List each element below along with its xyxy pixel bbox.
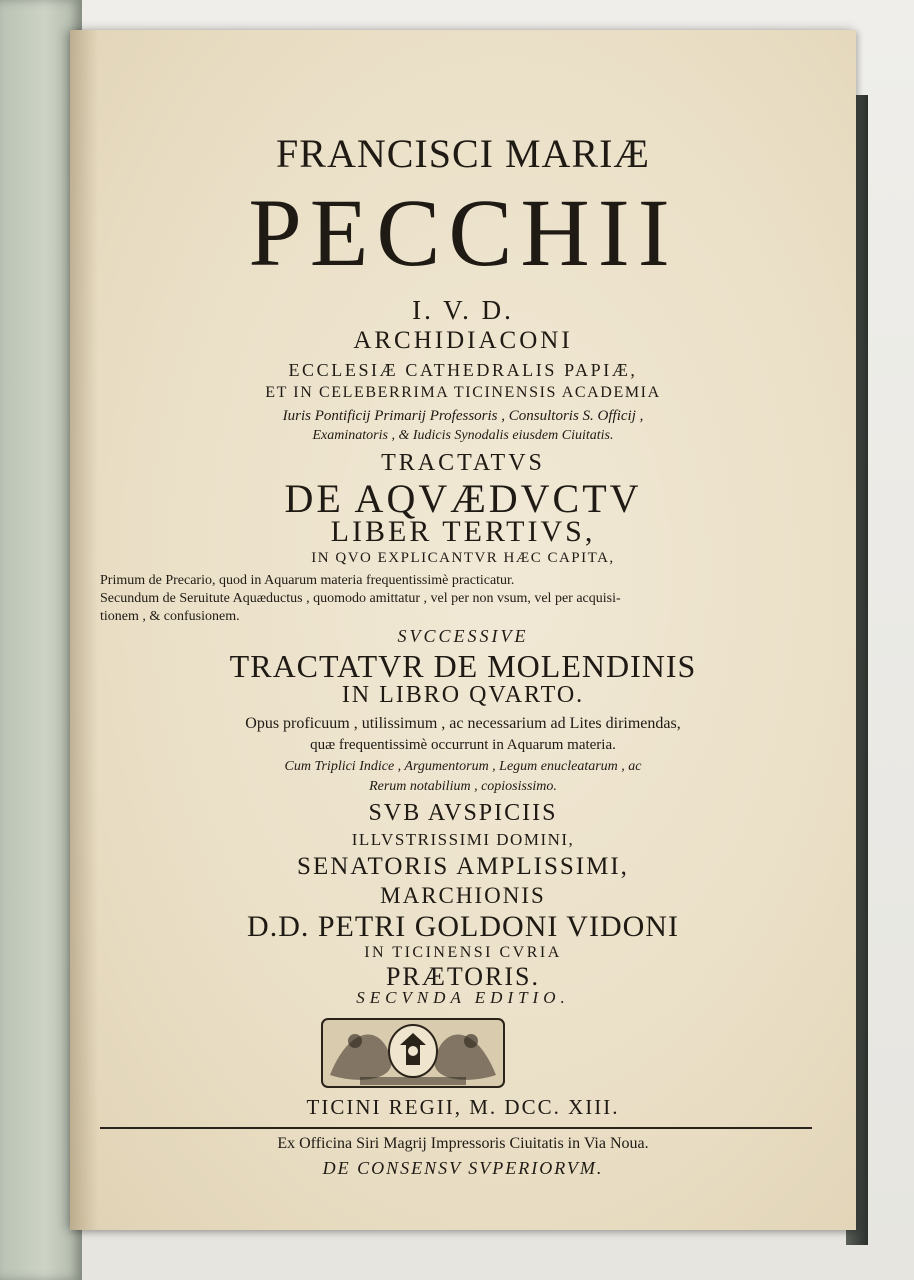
indices-1: Cum Triplici Indice , Argumentorum , Legum enucleatarum , ac: [284, 759, 642, 774]
dedicatee-senator: SENATORIS AMPLISSIMI,: [297, 853, 629, 880]
author-degree: I. V. D.: [412, 295, 514, 325]
chapter-two: Secundum de Seruitute Aquæductus , quomodo amittatur , vel per non vsum, vel per acquisi-: [100, 591, 621, 606]
chapters-intro: IN QVO EXPLICANTVR HÆC CAPITA,: [311, 550, 615, 566]
title-page-text: [70, 30, 856, 1230]
author-title: ARCHIDIACONI: [353, 327, 573, 354]
description-2: quæ frequentissimè occurrunt in Aquarum materia.: [310, 737, 616, 753]
dedicatee-marquis: MARCHIONIS: [380, 883, 546, 908]
author-offices-2: Examinatoris , & Iudicis Synodalis eiusdem Ciuitatis.: [312, 428, 614, 443]
auspices-label: SVB AVSPICIIS: [368, 800, 558, 826]
successive-label: SVCCESSIVE: [397, 626, 529, 646]
imprint-license: DE CONSENSV SVPERIORVM.: [322, 1158, 604, 1178]
imprint-rule: [100, 1127, 812, 1129]
title-page: [70, 30, 856, 1230]
imprint-place-date: TICINI REGII, M. DCC. XIII.: [306, 1095, 620, 1119]
author-surname: PECCHII: [248, 179, 678, 286]
author-church: ECCLESIÆ CATHEDRALIS PAPIÆ,: [288, 360, 638, 380]
author-academy: ET IN CELEBERRIMA TICINENSIS ACADEMIA: [265, 384, 661, 401]
indices-2: Rerum notabilium , copiosissimo.: [369, 779, 557, 794]
dedicatee-court: IN TICINENSI CVRIA: [364, 944, 562, 961]
work-book: LIBER TERTIVS,: [330, 515, 596, 548]
book-four: IN LIBRO QVARTO.: [341, 682, 585, 708]
work-title: DE AQVÆDVCTV: [284, 476, 642, 521]
chapter-one: Primum de Precario, quod in Aquarum materia frequentissimè practicatur.: [100, 573, 515, 588]
edition-note: SECVNDA EDITIO.: [356, 988, 570, 1007]
dedicatee-praetor: PRÆTORIS.: [385, 962, 541, 991]
imprint-printer: Ex Officina Siri Magrij Impressoris Ciuitatis in Via Noua.: [277, 1135, 649, 1152]
dedicatee-name: D.D. PETRI GOLDONI VIDONI: [247, 910, 679, 943]
printers-device-emblem: [320, 1015, 506, 1091]
second-treatise: TRACTATVR DE MOLENDINIS: [229, 648, 697, 684]
chapter-two-cont: tionem , & confusionem.: [100, 609, 240, 624]
work-label: TRACTATVS: [381, 450, 545, 476]
dedicatee-honorific: ILLVSTRISSIMI DOMINI,: [351, 830, 575, 849]
description-1: Opus proficuum , utilissimum , ac necessarium ad Lites dirimendas,: [245, 715, 681, 732]
author-offices-1: Iuris Pontificij Primarij Professoris , Consultoris S. Officij ,: [282, 408, 644, 424]
author-first-names: FRANCISCI MARIÆ: [276, 131, 650, 176]
